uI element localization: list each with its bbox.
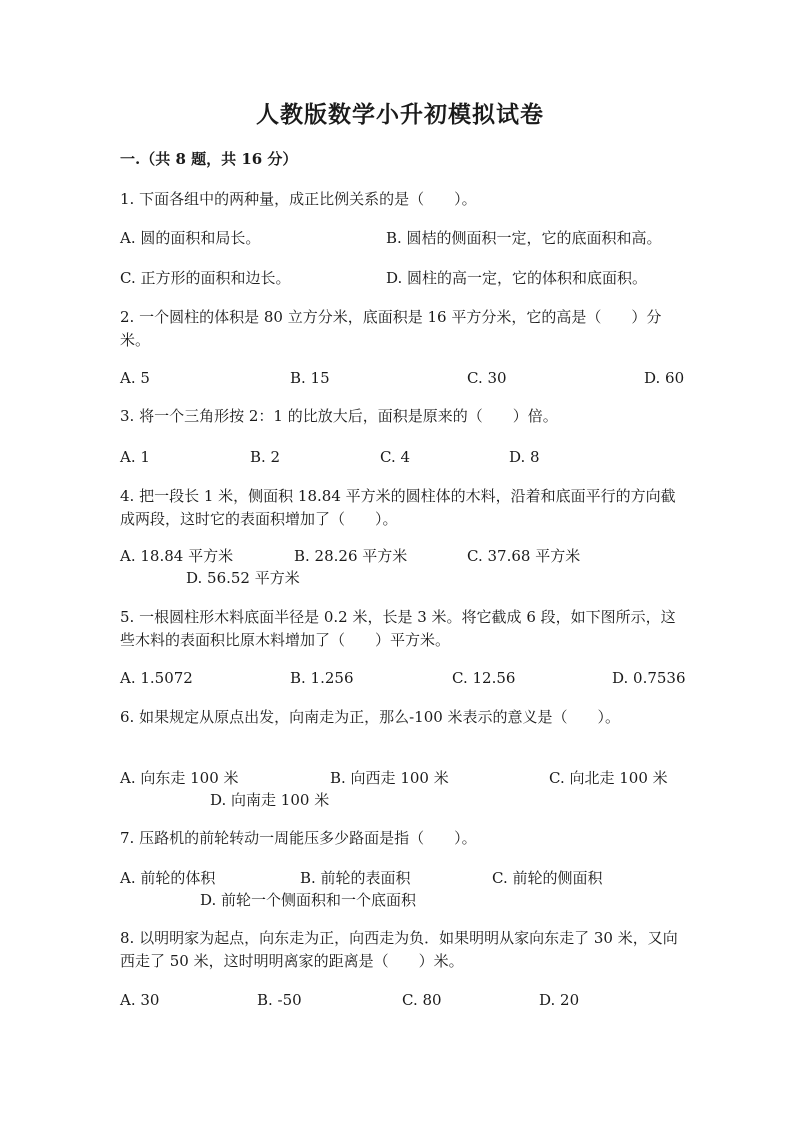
q5-option-b[interactable]: B. 1.256 [290, 669, 354, 687]
q8-option-d[interactable]: D. 20 [539, 991, 580, 1009]
q4-option-c[interactable]: C. 37.68 平方米 [467, 547, 581, 565]
question-5: 5. 一根圆柱形木料底面半径是 0.2 米，长是 3 米。将它截成 6 段，如下图所示，这些木料的表面积比原木料增加了（ ）平方米。 [120, 608, 676, 649]
q6-option-d[interactable]: D. 向南走 100 米 [210, 791, 330, 809]
question-3: 3. 将一个三角形按 2：1 的比放大后，面积是原来的（ ）倍。 [120, 407, 558, 425]
q3-option-b[interactable]: B. 2 [250, 448, 281, 466]
q2-option-c[interactable]: C. 30 [467, 369, 507, 387]
q2-option-a[interactable]: A. 5 [120, 369, 150, 387]
q8-option-c[interactable]: C. 80 [402, 991, 442, 1009]
q3-option-a[interactable]: A. 1 [120, 448, 150, 466]
q8-option-b[interactable]: B. -50 [257, 991, 302, 1009]
q7-option-b[interactable]: B. 前轮的表面积 [300, 869, 411, 887]
question-8: 8. 以明明家为起点，向东走为正，向西走为负．如果明明从家向东走了 30 米，又向西走了 50 米，这时明明离家的距离是（ ）米。 [120, 929, 678, 970]
q6-option-c[interactable]: C. 向北走 100 米 [549, 769, 668, 787]
q3-option-c[interactable]: C. 4 [380, 448, 411, 466]
q1-option-a[interactable]: A. 圆的面积和局长。 [120, 229, 261, 247]
question-1: 1. 下面各组中的两种量，成正比例关系的是（ ）。 [120, 190, 477, 208]
q4-option-b[interactable]: B. 28.26 平方米 [294, 547, 408, 565]
q5-option-a[interactable]: A. 1.5072 [120, 669, 193, 687]
page-title: 人教版数学小升初模拟试卷 [256, 101, 544, 128]
q1-option-b[interactable]: B. 圆桔的侧面积一定，它的底面积和高。 [386, 229, 662, 247]
q4-option-a[interactable]: A. 18.84 平方米 [120, 547, 234, 565]
q4-option-d[interactable]: D. 56.52 平方米 [186, 569, 300, 587]
q2-option-d[interactable]: D. 60 [644, 369, 685, 387]
q6-option-b[interactable]: B. 向西走 100 米 [330, 769, 449, 787]
question-7: 7. 压路机的前轮转动一周能压多少路面是指（ ）。 [120, 829, 477, 847]
q3-option-d[interactable]: D. 8 [509, 448, 540, 466]
q8-option-a[interactable]: A. 30 [120, 991, 160, 1009]
q7-option-d[interactable]: D. 前轮一个侧面积和一个底面积 [200, 891, 417, 909]
q5-option-c[interactable]: C. 12.56 [452, 669, 516, 687]
section-heading: 一.（共 8 题，共 16 分） [120, 150, 298, 168]
q1-option-c[interactable]: C. 正方形的面积和边长。 [120, 269, 291, 287]
q5-option-d[interactable]: D. 0.7536 [612, 669, 686, 687]
q2-option-b[interactable]: B. 15 [290, 369, 330, 387]
question-2: 2. 一个圆柱的体积是 80 立方分米，底面积是 16 平方分米，它的高是（ ）分米。 [120, 308, 662, 349]
q7-option-c[interactable]: C. 前轮的侧面积 [492, 869, 603, 887]
question-4: 4. 把一段长 1 米，侧面积 18.84 平方米的圆柱体的木料，沿着和底面平行的方向截成两段，这时它的表面积增加了（ ）。 [120, 487, 676, 528]
q6-option-a[interactable]: A. 向东走 100 米 [120, 769, 239, 787]
q7-option-a[interactable]: A. 前轮的体积 [120, 869, 216, 887]
question-6: 6. 如果规定从原点出发，向南走为正，那么-100 米表示的意义是（ ）。 [120, 708, 621, 726]
q1-option-d[interactable]: D. 圆柱的高一定，它的体积和底面积。 [386, 269, 648, 287]
